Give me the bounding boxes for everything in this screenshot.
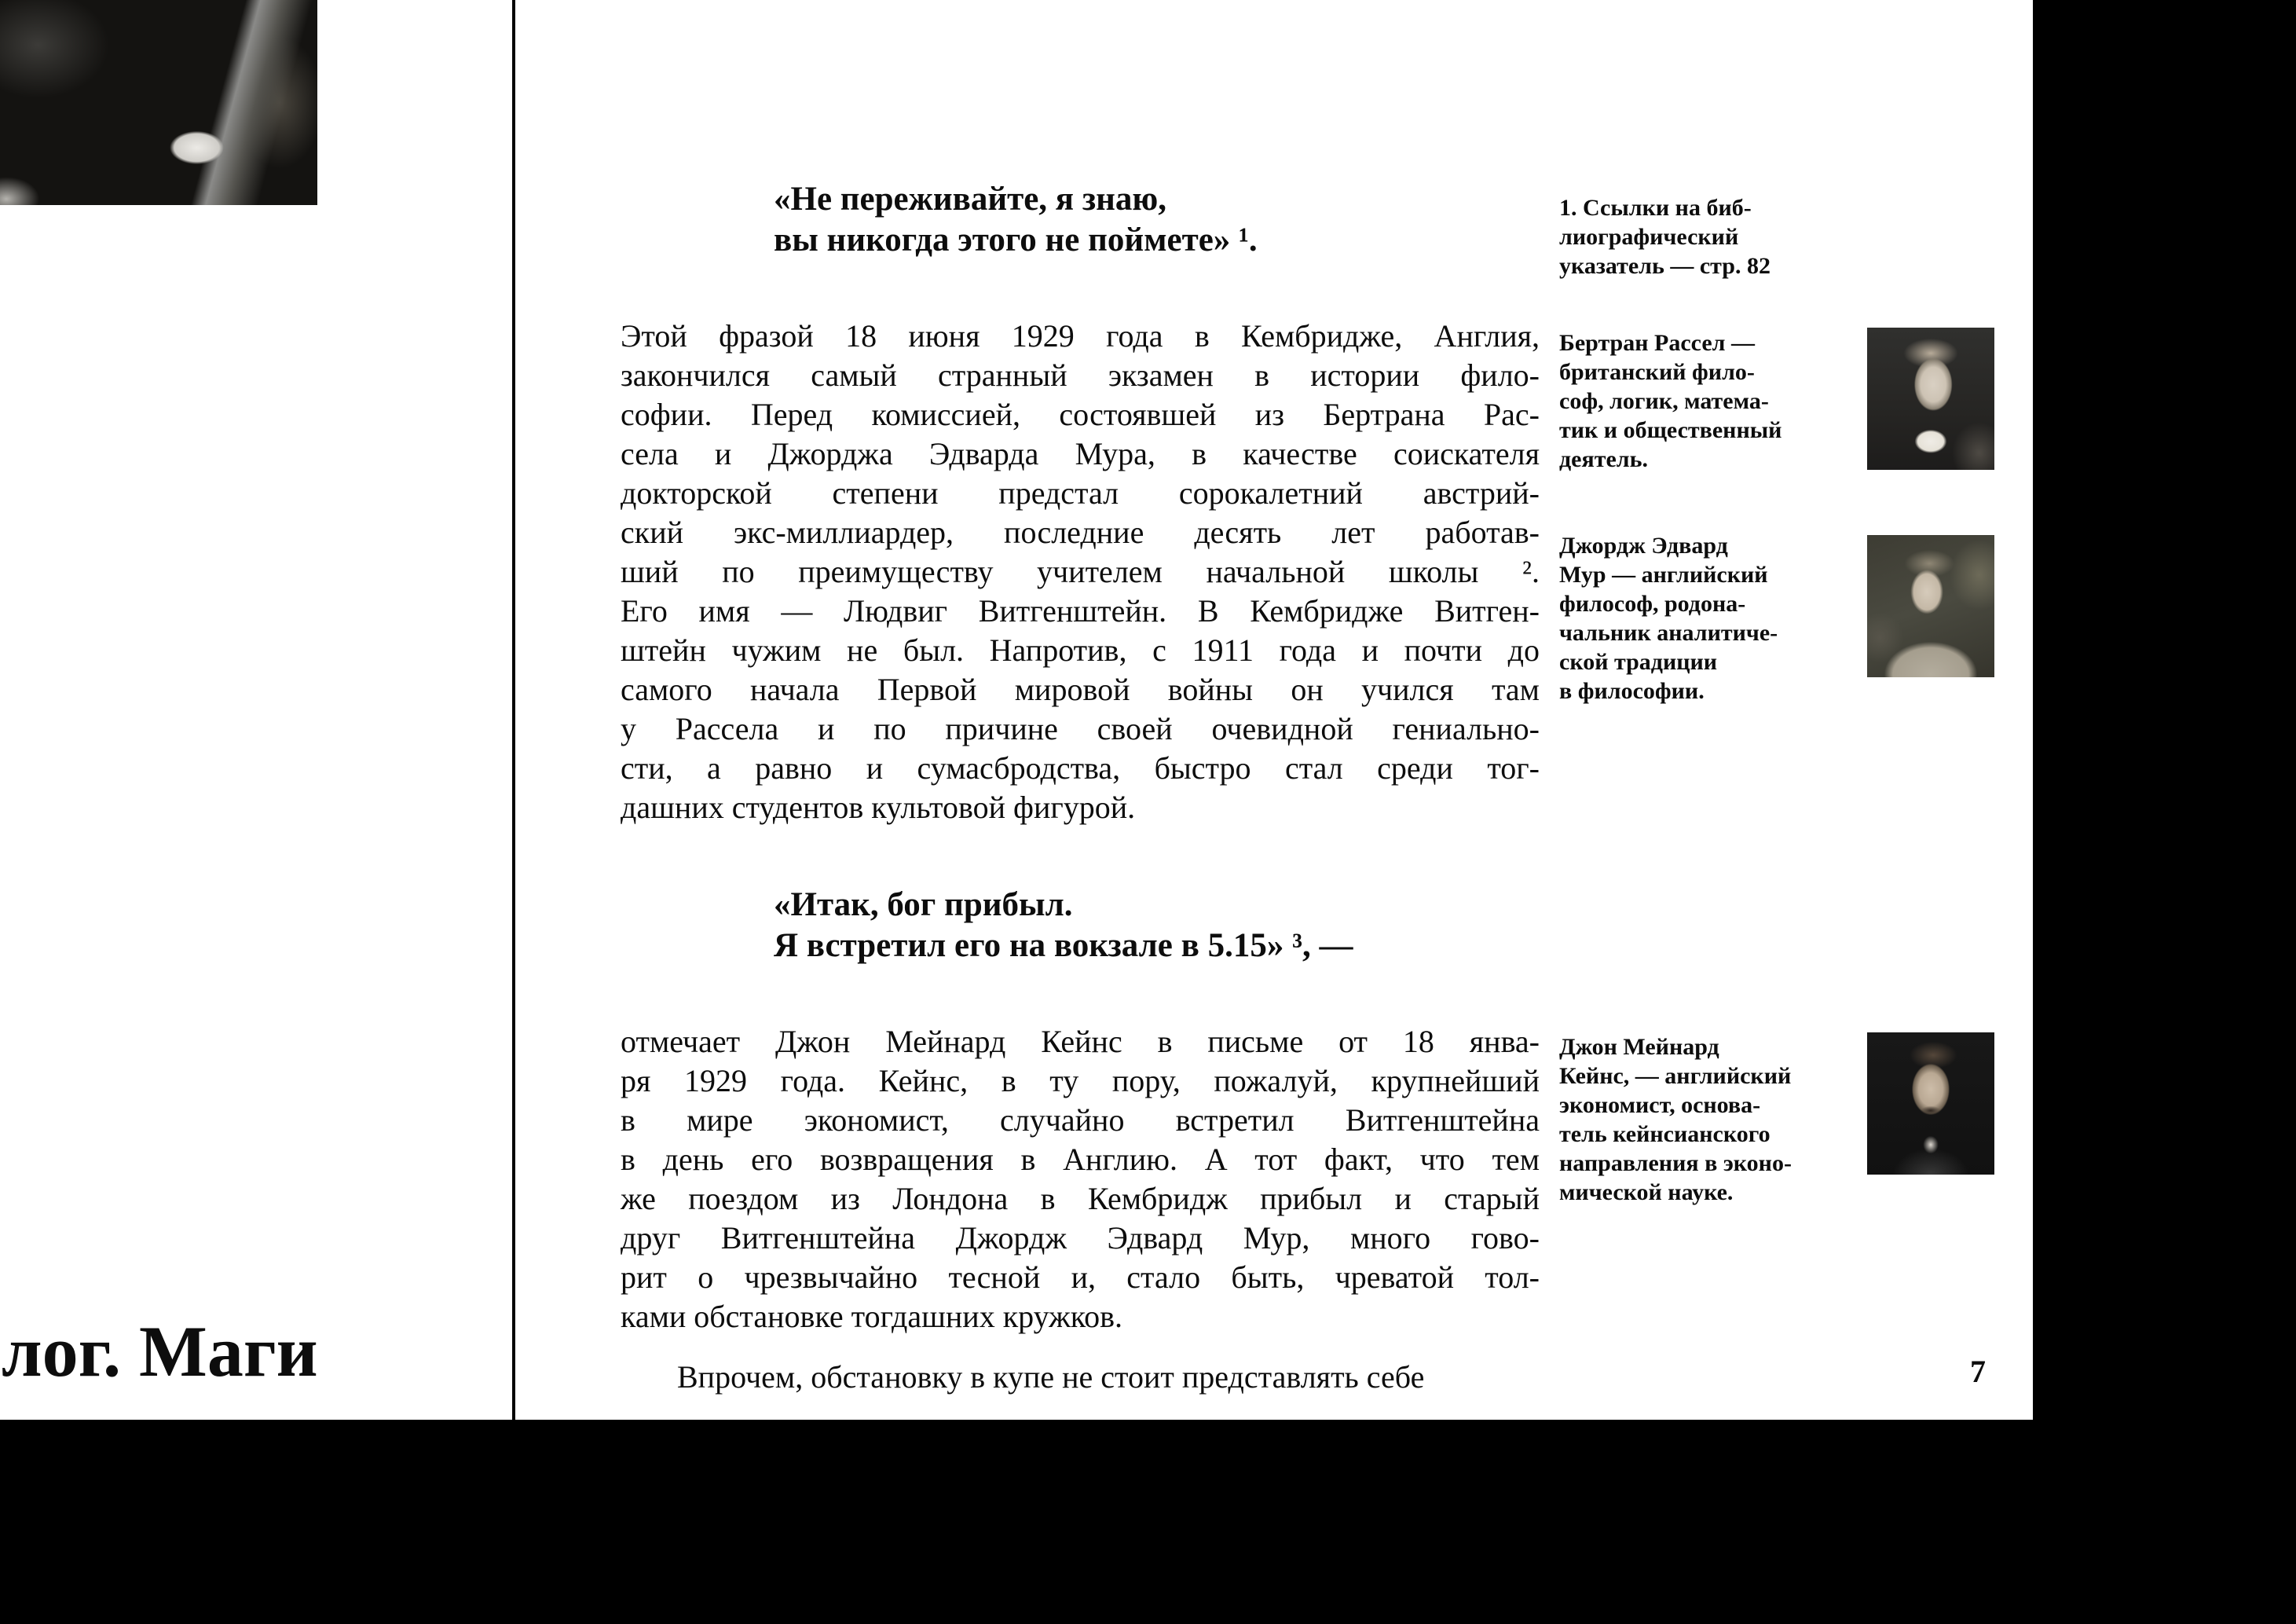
epigraph-line: вы никогда этого не поймете» ¹. xyxy=(774,222,1258,258)
margin-note-bibliography xyxy=(1559,193,1866,280)
margin-note-keynes xyxy=(1559,1032,1866,1207)
body-paragraph-1 xyxy=(621,317,1540,827)
body-line: сти, а равно и сумасбродства, быстро стал среди тог- xyxy=(621,750,1540,786)
margin-note-line: тик и общественный xyxy=(1559,417,1782,443)
body-line: в день его возвращения в Англию. А тот факт, что тем xyxy=(621,1142,1540,1177)
body-paragraph-2 xyxy=(621,1022,1540,1336)
margin-note-line: Мур — английский xyxy=(1559,562,1768,588)
margin-note-line: направления в эконо- xyxy=(1559,1150,1792,1176)
body-line-closing: Впрочем, обстановку в купе не стоит представлять себе xyxy=(677,1359,1425,1395)
margin-note-line: соф, логик, матема- xyxy=(1559,388,1769,414)
margin-note-line: Кейнс, — английский xyxy=(1559,1063,1792,1089)
chapter-title-fragment: лог. Маги xyxy=(2,1311,318,1391)
body-line: штейн чужим не был. Напротив, с 1911 года и почти до xyxy=(621,632,1540,668)
body-line: Его имя — Людвиг Витгенштейн. В Кембридже Витген- xyxy=(621,593,1540,629)
margin-note-line: тель кейнсианского xyxy=(1559,1121,1771,1147)
body-line: Этой фразой 18 июня 1929 года в Кембридже, Англия, xyxy=(621,318,1540,354)
margin-note-line: Бертран Рассел — xyxy=(1559,330,1755,356)
body-line: ший по преимуществу учителем начальной школы ². xyxy=(621,554,1540,589)
epigraph-second xyxy=(774,885,1353,966)
body-line: ря 1929 года. Кейнс, в ту пору, пожалуй, крупнейший xyxy=(621,1063,1540,1098)
margin-note-line: ской традиции xyxy=(1559,649,1718,675)
column-divider-rule xyxy=(512,0,515,1420)
body-line: дашних студентов культовой фигурой. xyxy=(621,790,1136,825)
margin-note-line: Джордж Эдвард xyxy=(1559,533,1728,559)
margin-note-line: Джон Мейнард xyxy=(1559,1034,1719,1060)
margin-note-line: чальник аналитиче- xyxy=(1559,620,1778,646)
body-line: ками обстановке тогдашних кружков. xyxy=(621,1299,1123,1334)
margin-note-russell xyxy=(1559,328,1866,474)
margin-note-line: лиографический xyxy=(1559,224,1739,250)
margin-note-line: в философии. xyxy=(1559,678,1705,704)
epigraph-line: Я встретил его на вокзале в 5.15» ³, — xyxy=(774,927,1353,964)
page-number: 7 xyxy=(1970,1354,1986,1389)
body-line: закончился самый странный экзамен в истории фило- xyxy=(621,357,1540,393)
body-line: в мире экономист, случайно встретил Витгенштейна xyxy=(621,1102,1540,1138)
body-line: ский экс-миллиардер, последние десять лет работав- xyxy=(621,515,1540,550)
margin-note-line: деятель. xyxy=(1559,446,1648,472)
epigraph-line: «Не переживайте, я знаю, xyxy=(774,181,1166,218)
body-line: села и Джорджа Эдварда Мура, в качестве соискателя xyxy=(621,436,1540,471)
epigraph-first xyxy=(774,179,1258,261)
portrait-bertrand-russell-photo xyxy=(1867,328,1994,470)
margin-note-line: британский фило- xyxy=(1559,359,1755,385)
body-line: же поездом из Лондона в Кембридж прибыл и старый xyxy=(621,1181,1540,1216)
margin-note-line: экономист, основа- xyxy=(1559,1092,1761,1118)
body-line: софии. Перед комиссией, состоявшей из Бертрана Рас- xyxy=(621,397,1540,432)
margin-note-line: 1. Ссылки на биб- xyxy=(1559,195,1752,221)
body-line: докторской степени предстал сорокалетний австрий- xyxy=(621,475,1540,511)
body-line: отмечает Джон Мейнард Кейнс в письме от 18 янва- xyxy=(621,1024,1540,1059)
portrait-john-maynard-keynes-photo xyxy=(1867,1032,1994,1175)
margin-note-line: мической науке. xyxy=(1559,1179,1734,1205)
photo-fragment-top-left xyxy=(0,0,317,205)
body-line: друг Витгенштейна Джордж Эдвард Мур, много гово- xyxy=(621,1220,1540,1256)
margin-note-moore xyxy=(1559,531,1866,706)
epigraph-line: «Итак, бог прибыл. xyxy=(774,886,1073,923)
margin-note-line: философ, родона- xyxy=(1559,591,1746,617)
portrait-george-edward-moore-photo xyxy=(1867,535,1994,677)
body-line: рит о чрезвычайно тесной и, стало быть, чреватой тол- xyxy=(621,1259,1540,1295)
margin-note-line: указатель — стр. 82 xyxy=(1559,253,1771,279)
body-line: у Рассела и по причине своей очевидной гениально- xyxy=(621,711,1540,746)
body-line: самого начала Первой мировой войны он учился там xyxy=(621,672,1540,707)
